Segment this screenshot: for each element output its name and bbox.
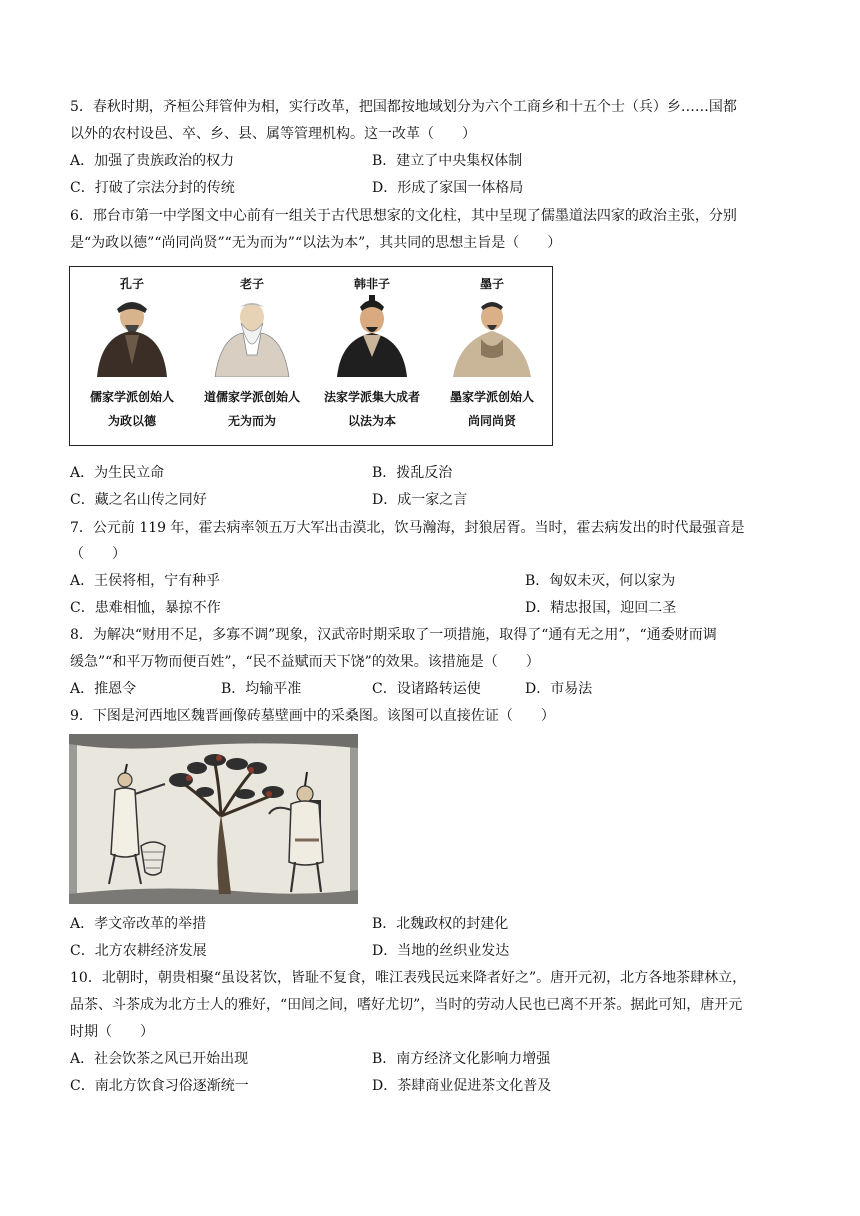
q10-stem-line1: 10．北朝时，朝贵相聚“虽设茗饮，皆耻不复食，唯江表残民远来降者好之”。唐开元初，北方各地茶肆林立， (70, 970, 747, 986)
q7-option-c[interactable]: C．患难相恤，暴掠不作 (70, 600, 221, 616)
q6-option-c[interactable]: C．藏之名山传之同好 (70, 492, 207, 508)
q10-option-a[interactable]: A．社会饮茶之风已开始出现 (70, 1051, 249, 1067)
q5-stem-line1: 5．春秋时期，齐桓公拜管仲为相，实行改革，把国都按地域划分为六个工商乡和十五个士（兵）乡……国都 (70, 99, 737, 115)
q9-option-a[interactable]: A．孝文帝改革的举措 (70, 916, 207, 932)
q5-stem-line2: 以外的农村设邑、卒、乡、县、属等管理机构。这一改革（ ） (70, 126, 476, 142)
philosopher-desc: 儒家学派创始人 (89, 390, 174, 404)
q6-stem-line1: 6．邢台市第一中学图文中心前有一组关于古代思想家的文化柱，其中呈现了儒墨道法四家的政治主张，分别 (70, 208, 737, 224)
q5-option-c[interactable]: C．打破了宗法分封的传统 (70, 180, 235, 196)
q8-option-b[interactable]: B．均输平准 (221, 681, 302, 697)
philosophers-figure (69, 266, 553, 446)
philosopher-name: 孔子 (119, 277, 144, 291)
q9-stem-line1: 9．下图是河西地区魏晋画像砖墓壁画中的采桑图。该图可以直接佐证（ ） (70, 708, 555, 724)
q7-stem-line2: （ ） (70, 546, 126, 562)
q6-option-d[interactable]: D．成一家之言 (372, 492, 468, 508)
hanfeizi-portrait (327, 295, 417, 377)
q10-option-d[interactable]: D．茶肆商业促进茶文化普及 (372, 1078, 552, 1094)
q7-stem-line1: 7．公元前 119 年，霍去病率领五万大军出击漠北，饮马瀚海，封狼居胥。当时，霍去病发出的时代最强音是 (70, 520, 745, 536)
philosopher-motto: 尚同尚贤 (467, 414, 516, 428)
q9-option-b[interactable]: B．北魏政权的封建化 (372, 916, 509, 932)
mulberry-picking-mural (69, 734, 358, 904)
philosopher-desc: 墨家学派创始人 (449, 390, 534, 404)
q5-option-a[interactable]: A．加强了贵族政治的权力 (70, 153, 235, 169)
philosopher-motto: 以法为本 (347, 414, 396, 428)
q6-option-a[interactable]: A．为生民立命 (70, 465, 165, 481)
mozi-portrait (447, 295, 537, 377)
q10-stem-line3: 时期（ ） (70, 1024, 154, 1040)
q9-option-c[interactable]: C．北方农耕经济发展 (70, 943, 207, 959)
laozi-portrait (207, 295, 297, 377)
philosopher-card (434, 273, 550, 441)
philosopher-motto: 无为而为 (227, 414, 276, 428)
philosopher-card (74, 273, 190, 441)
philosopher-name: 老子 (239, 277, 264, 291)
q8-option-c[interactable]: C．设诸路转运使 (372, 681, 481, 697)
philosopher-name: 墨子 (479, 277, 504, 291)
q6-stem-line2: 是“为政以德”“尚同尚贤”“无为而为”“以法为本”，其共同的思想主旨是（ ） (70, 235, 562, 251)
q5-option-b[interactable]: B．建立了中央集权体制 (372, 153, 523, 169)
q5-option-d[interactable]: D．形成了家国一体格局 (372, 180, 524, 196)
q10-option-c[interactable]: C．南北方饮食习俗逐渐统一 (70, 1078, 249, 1094)
philosopher-desc: 道儒家学派创始人 (203, 390, 300, 404)
q8-stem-line2: 缓急”“和平万物而便百姓”，“民不益赋而天下饶”的效果。该措施是（ ） (70, 654, 540, 670)
confucius-portrait (87, 295, 177, 377)
q10-option-b[interactable]: B．南方经济文化影响力增强 (372, 1051, 551, 1067)
q10-stem-line2: 品茶、斗茶成为北方士人的雅好，“田闾之间，嗜好尤切”，当时的劳动人民也已离不开茶。据此可知，唐开元 (70, 997, 743, 1013)
q8-stem-line1: 8．为解决“财用不足，多寡不调”现象，汉武帝时期采取了一项措施，取得了“通有无之用”，“通委财而调 (70, 627, 717, 643)
philosopher-motto: 为政以德 (107, 414, 156, 428)
q8-option-d[interactable]: D．市易法 (525, 681, 593, 697)
philosopher-name: 韩非子 (353, 277, 390, 291)
philosopher-card (314, 273, 430, 441)
q7-option-d[interactable]: D．精忠报国，迎回二圣 (525, 600, 677, 616)
q9-option-d[interactable]: D．当地的丝织业发达 (372, 943, 510, 959)
q8-option-a[interactable]: A．推恩令 (70, 681, 137, 697)
q7-option-b[interactable]: B．匈奴未灭，何以家为 (525, 573, 676, 589)
philosopher-desc: 法家学派集大成者 (323, 390, 420, 404)
philosopher-card (194, 273, 310, 441)
q7-option-a[interactable]: A．王侯将相，宁有种乎 (70, 573, 221, 589)
q6-option-b[interactable]: B．拨乱反治 (372, 465, 453, 481)
